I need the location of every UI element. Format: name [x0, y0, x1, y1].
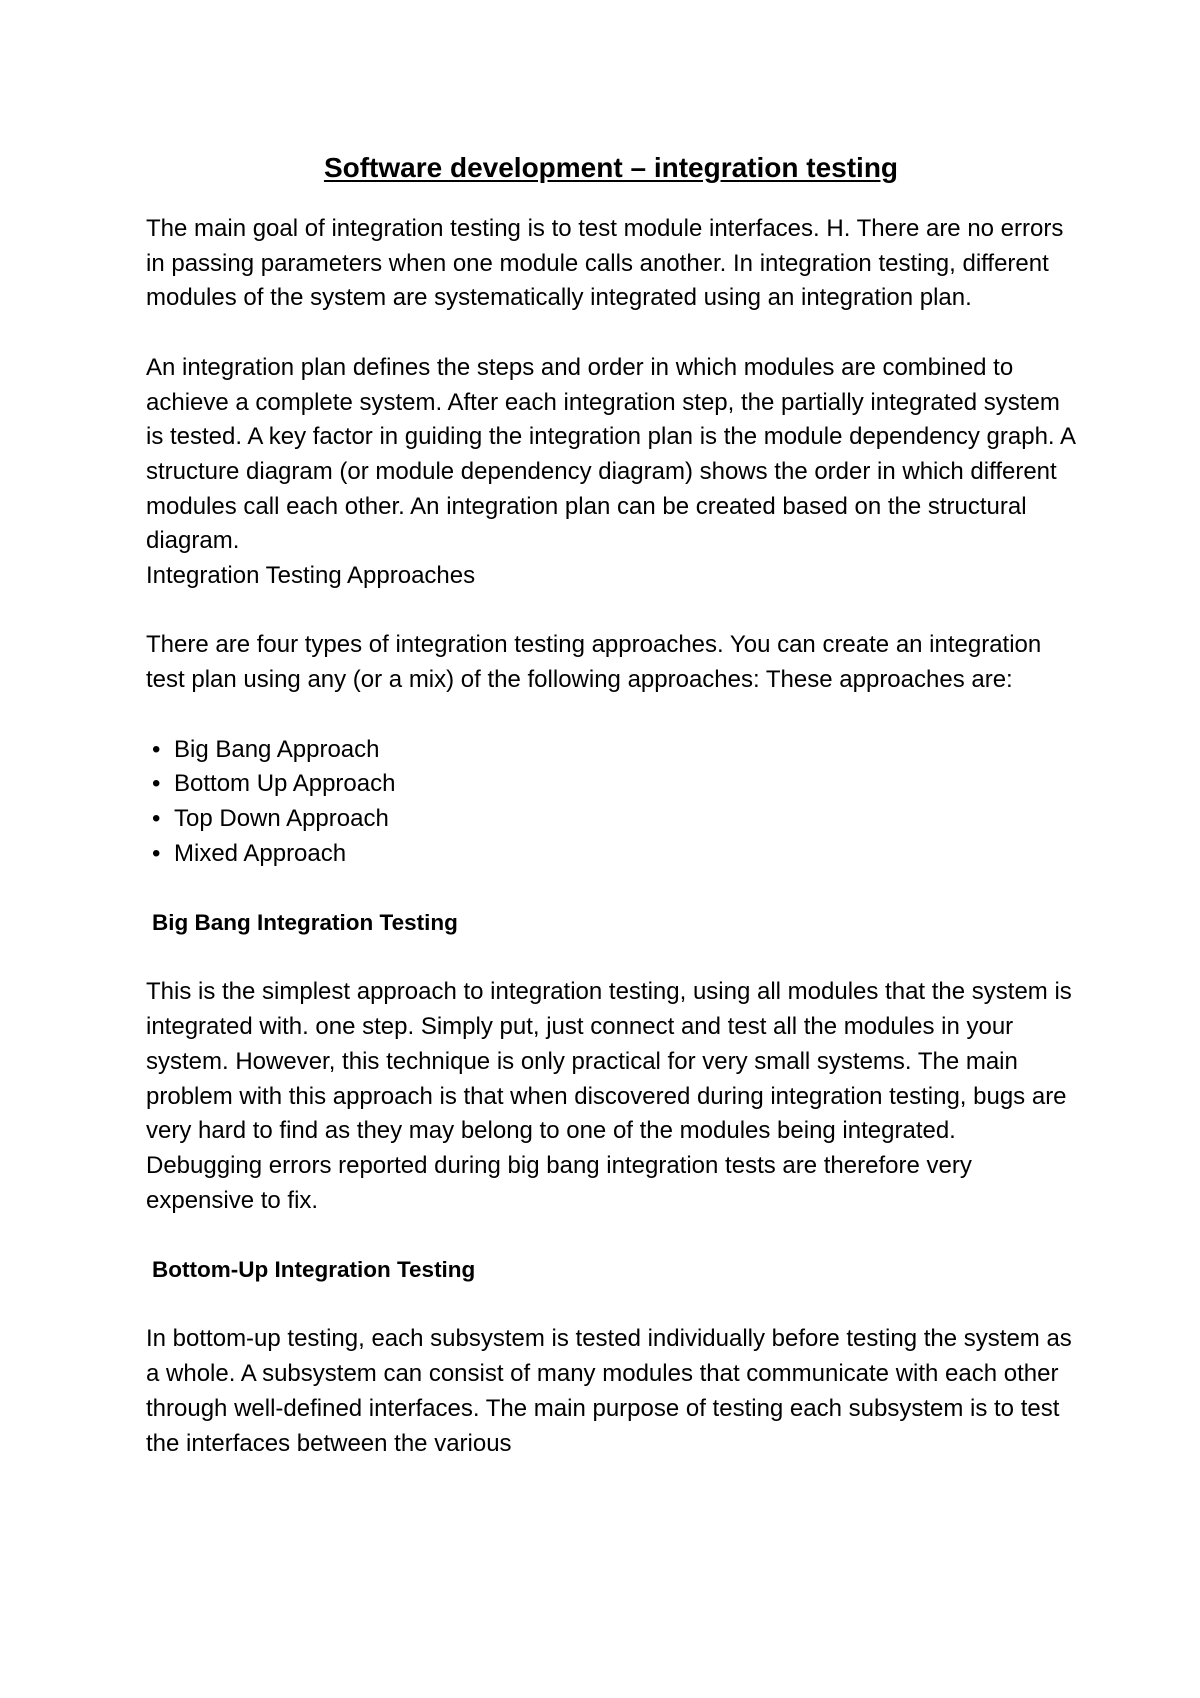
bullet-icon: • — [152, 839, 161, 867]
heading-bottom-up: Bottom-Up Integration Testing — [152, 1257, 476, 1282]
heading-big-bang: Big Bang Integration Testing — [152, 910, 458, 935]
list-item-label: Mixed Approach — [174, 839, 347, 867]
list-item — [152, 802, 1076, 837]
document-content — [146, 148, 1076, 1461]
bullet-icon: • — [152, 770, 161, 798]
spacer — [146, 871, 1076, 906]
paragraph-bottom-up: In bottom-up testing, each subsystem is tested individually before testing the system as a whole. A subsystem can consist of many modules that communicate with each other through well-defined interfaces. The main purpose of testing each subsystem is to test the interfaces between the various — [146, 1325, 1072, 1457]
paragraph-integration-plan: An integration plan defines the steps and order in which modules are combined to achieve a complete system. After each integration step, the partially integrated system is tested. A key factor in guiding the integration plan is the module dependency graph. A structure diagram (or module dependency diagram) shows the order in which different modules call each other. An integration plan can be created based on the structural diagram. — [146, 353, 1075, 555]
paragraph-intro: The main goal of integration testing is to test module interfaces. H. There are no errors in passing parameters when one module calls another. In integration testing, different modules of the system are systematically integrated using an integration plan. — [146, 215, 1064, 312]
spacer — [146, 316, 1076, 351]
bullet-icon: • — [152, 804, 161, 832]
bullet-icon: • — [152, 735, 161, 763]
spacer — [146, 1218, 1076, 1253]
spacer — [146, 594, 1076, 629]
spacer — [146, 1288, 1076, 1323]
approach-list — [146, 733, 1076, 872]
approaches-line: Integration Testing Approaches — [146, 562, 476, 590]
list-item-label: Top Down Approach — [174, 804, 389, 832]
paragraph-big-bang: This is the simplest approach to integration testing, using all modules that the system is integrated with. one step. Simply put, just connect and test all the modules in your system. However, this technique is only practical for very small systems. The main problem with this approach is that when discovered during integration testing, bugs are very hard to find as they may belong to one of the modules being integrated. Debugging errors reported during big bang integration tests are therefore very expensive to fix. — [146, 978, 1072, 1214]
list-item — [152, 767, 1076, 802]
list-item — [152, 837, 1076, 872]
spacer — [146, 941, 1076, 976]
paragraph-approach-types: There are four types of integration testing approaches. You can create an integration test plan using any (or a mix) of the following approaches: These approaches are: — [146, 631, 1042, 694]
document-title: Software development – integration testing — [323, 152, 899, 183]
list-item-label: Bottom Up Approach — [174, 770, 396, 798]
list-item-label: Big Bang Approach — [174, 735, 380, 763]
list-item — [152, 733, 1076, 768]
spacer — [146, 698, 1076, 733]
